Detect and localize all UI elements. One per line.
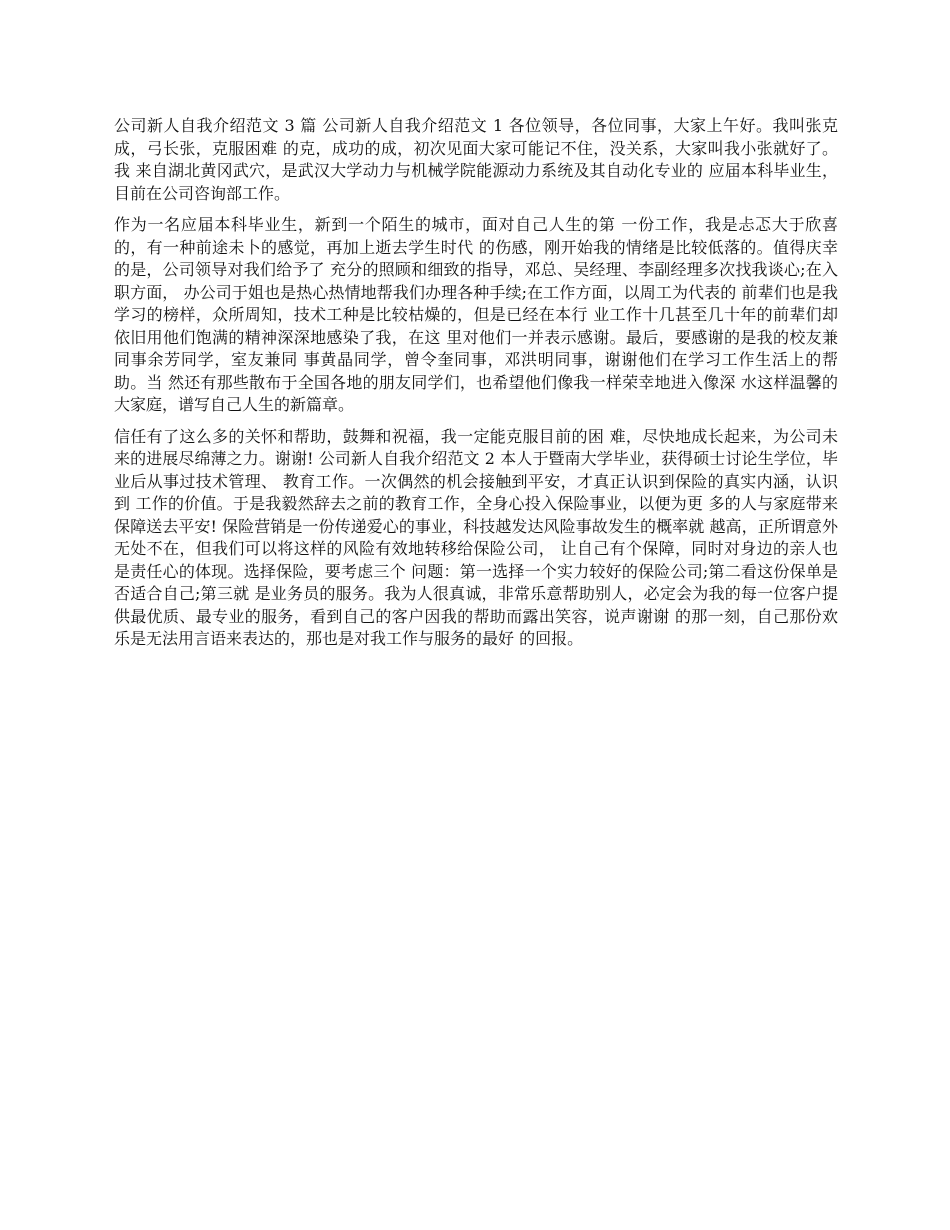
paragraph-3: 信任有了这么多的关怀和帮助，鼓舞和祝福，我一定能克服目前的困 难，尽快地成长起来，为公司未来的进展尽绵薄之力。谢谢! 公司新人自我介绍范文 2 本人于暨南大学毕业，获得硕士讨论生学位，毕业后从事过技术管理、 教育工作。一次偶然的机会接触到平安，才真正认识到保险的真实内涵，认识到 工作的价值。于是我毅然辞去之前的教育工作，全身心投入保险事业，以便为更 多的人与家庭带来保障送去平安! 保险营销是一份传递爱心的事业，科技越发达风险事故发生的概率就 越高，正所谓意外无处不在，但我们可以将这样的风险有效地转移给保险公司， 让自己有个保障，同时对身边的亲人也是责任心的体现。选择保险，要考虑三个 问题：第一选择一个实力较好的保险公司;第二看这份保单是否适合自己;第三就 是业务员的服务。我为人很真诚，非常乐意帮助别人，必定会为我的每一位客户提供最优质、最专业的服务，看到自己的客户因我的帮助而露出笑容，说声谢谢 的那一刻，自己那份欢乐是无法用言语来表达的，那也是对我工作与服务的最好 的回报。 (114, 426, 838, 648)
paragraph-1: 公司新人自我介绍范文 3 篇 公司新人自我介绍范文 1 各位领导，各位同事，大家上午好。我叫张克成，弓长张，克服困难 的克，成功的成，初次见面大家可能记不住，没关系，大家叫我小张就好了。我 来自湖北黄冈武穴，是武汉大学动力与机械学院能源动力系统及其自动化专业的 应届本科毕业生，目前在公司咨询部工作。 (114, 116, 838, 203)
paragraph-2: 作为一名应届本科毕业生，新到一个陌生的城市，面对自己人生的第 一份工作，我是忐忑大于欣喜的，有一种前途未卜的感觉，再加上逝去学生时代 的伤感，刚开始我的情绪是比较低落的。值得庆幸的是，公司领导对我们给予了 充分的照顾和细致的指导，邓总、吴经理、李副经理多次找我谈心;在入职方面， 办公司于姐也是热心热情地帮我们办理各种手续;在工作方面，以周工为代表的 前辈们也是我学习的榜样，众所周知，技术工种是比较枯燥的，但是已经在本行 业工作十几甚至几十年的前辈们却依旧用他们饱满的精神深深地感染了我，在这 里对他们一并表示感谢。最后，要感谢的是我的校友兼同事余芳同学，室友兼同 事黄晶同学，曾令奎同事，邓洪明同事，谢谢他们在学习工作生活上的帮助。当 然还有那些散布于全国各地的朋友同学们，也希望他们像我一样荣幸地进入像深 水这样温馨的大家庭，谱写自己人生的新篇章。 (114, 215, 838, 414)
document-body (114, 115, 838, 660)
